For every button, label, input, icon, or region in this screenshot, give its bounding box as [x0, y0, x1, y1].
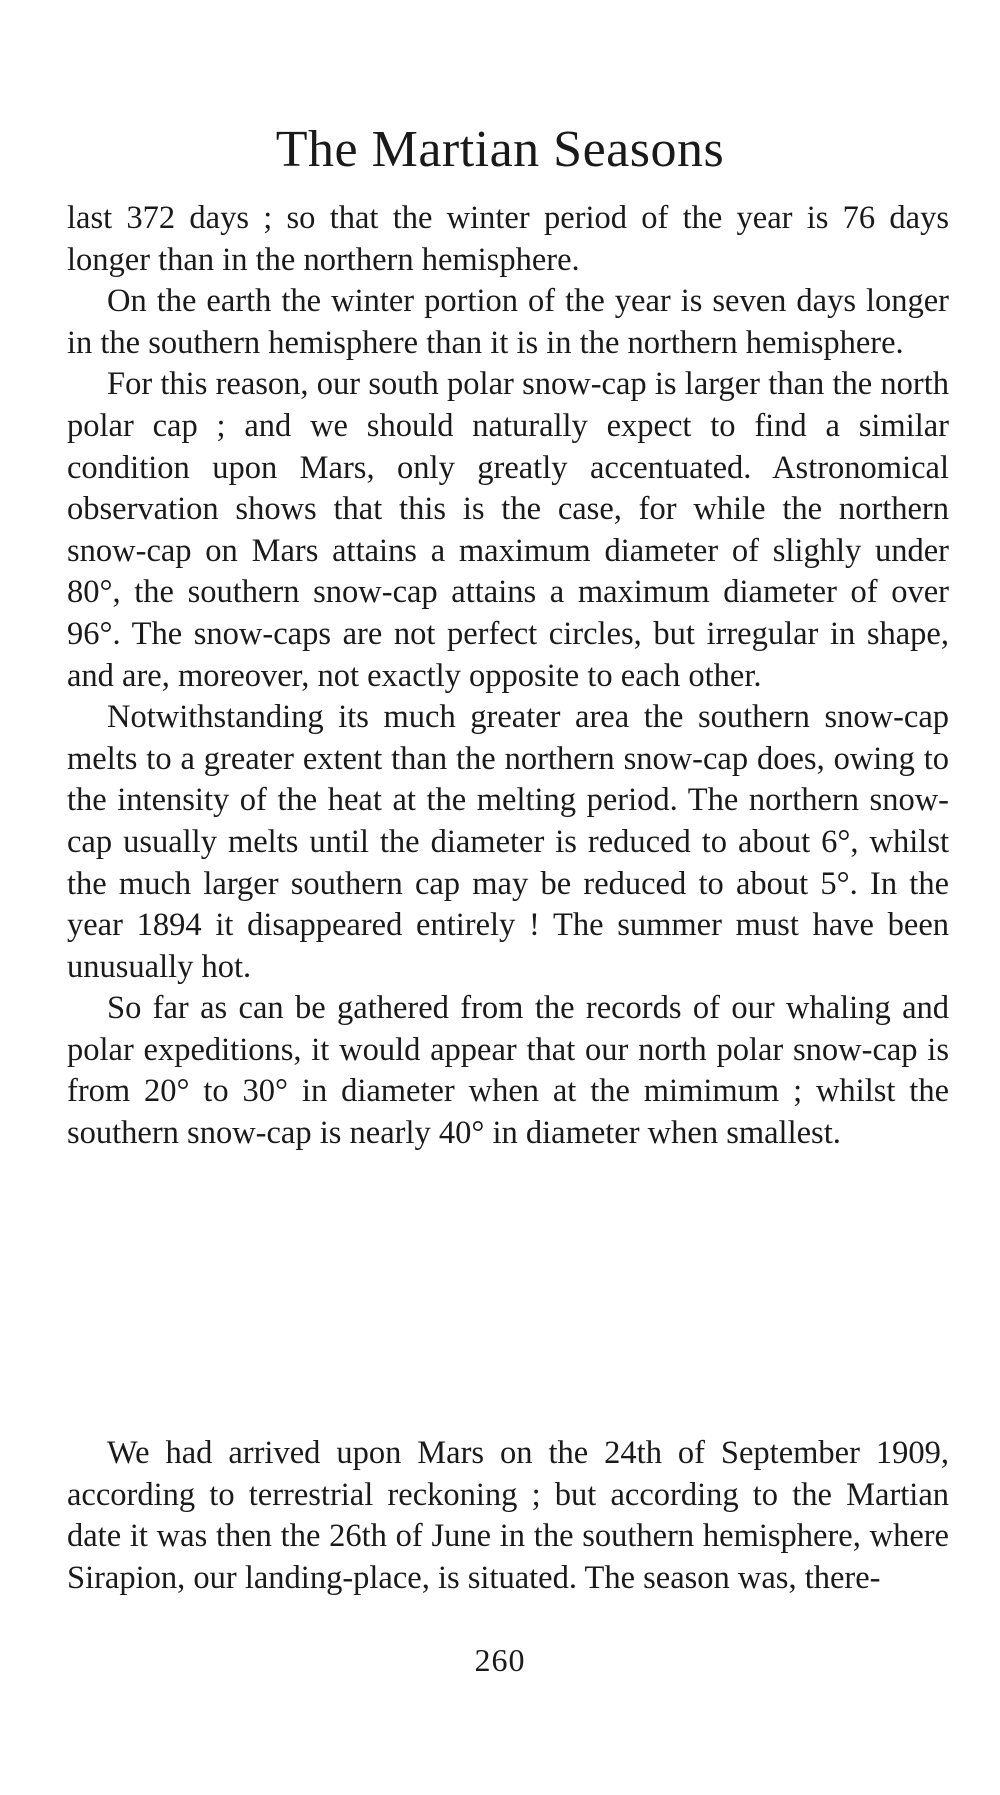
running-head: The Martian Seasons [275, 121, 725, 178]
text-block [67, 198, 949, 1155]
text-block-after-break [67, 1433, 949, 1599]
paragraph-continuation: last 372 days ; so that the winter period of the year is 76 days longer than in the northern hemisphere. [67, 200, 949, 278]
paragraph: For this reason, our south polar snow-cap is larger than the north polar cap ; and we should naturally expect to find a similar condition upon Mars, only greatly accentuated. Astronomical observation shows that this is the case, for while the northern snow-cap on Mars attains a maximum diameter of slighly under 80°, the southern snow-cap attains a maximum diameter of over 96°. The snow-caps are not perfect circles, but irregular in shape, and are, moreover, not exactly opposite to each other. [67, 366, 949, 694]
page-number: 260 [474, 1642, 526, 1678]
paragraph: We had arrived upon Mars on the 24th of September 1909, according to terrestrial reckoning ; but according to the Martian date it was then the 26th of June in the southern hemisphere, where Sirapion, our landing-place, is situated. The season was, there- [67, 1435, 949, 1596]
paragraph: Notwithstanding its much greater area the southern snow-cap melts to a greater extent than the northern snow-cap does, owing to the intensity of the heat at the melting period. The northern snow-cap usually melts until the diameter is reduced to about 6°, whilst the much larger southern cap may be reduced to about 5°. In the year 1894 it disappeared entirely ! The summer must have been unusually hot. [67, 699, 949, 985]
paragraph: On the earth the winter portion of the year is seven days longer in the southern hemisphere than it is in the northern hemisphere. [67, 283, 949, 361]
paragraph: So far as can be gathered from the records of our whaling and polar expeditions, it would appear that our north polar snow-cap is from 20° to 30° in diameter when at the mimimum ; whilst the southern snow-cap is nearly 40° in diameter when smallest. [67, 990, 949, 1152]
